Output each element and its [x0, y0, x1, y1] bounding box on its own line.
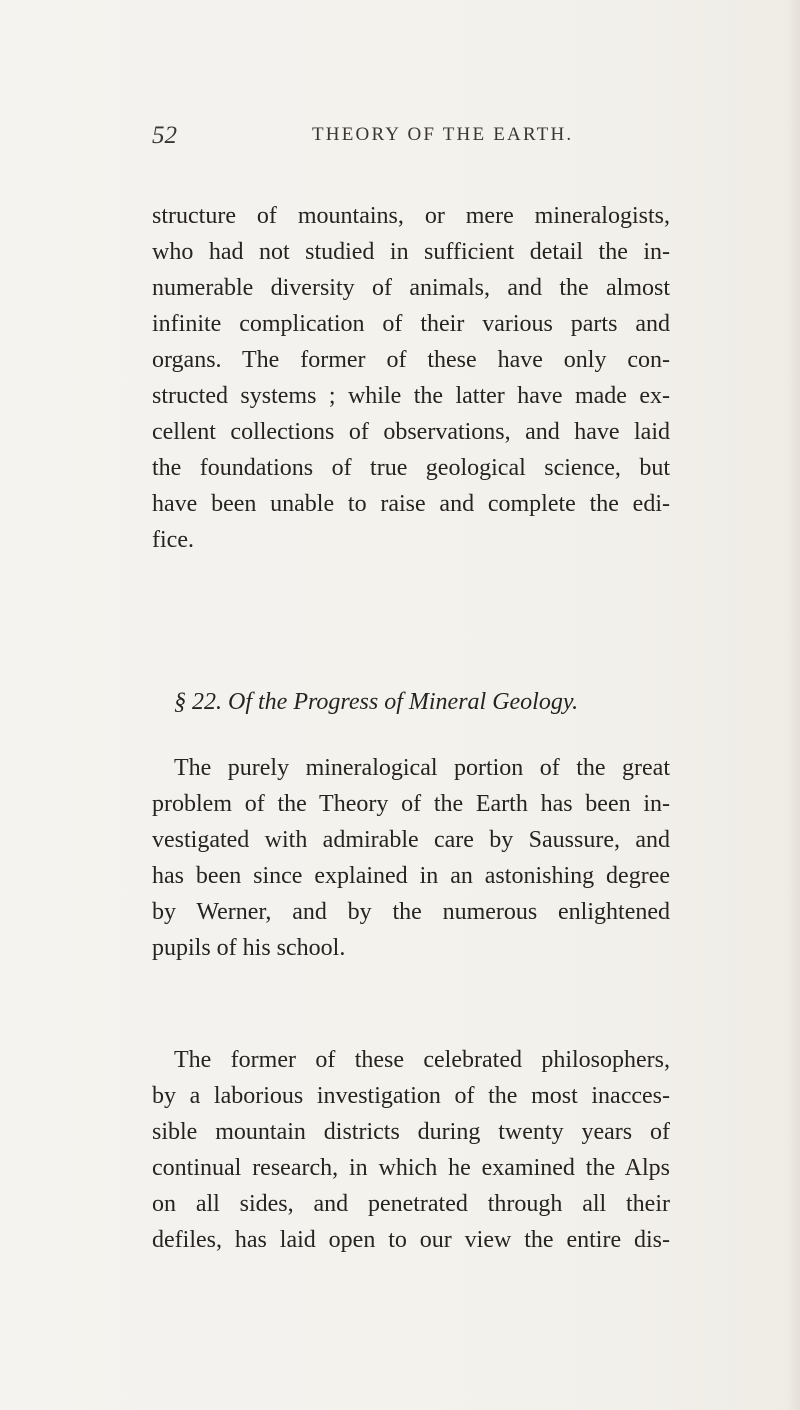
text-line: structure of mountains, or mere mineralogists, [152, 203, 670, 229]
section-number: § 22. [174, 689, 222, 715]
text-line: continual research, in which he examined the Alps [152, 1155, 670, 1181]
running-header [152, 122, 670, 158]
paragraph-continued [152, 198, 670, 558]
text-line: defiles, has laid open to our view the entire dis- [152, 1227, 670, 1253]
text-line: the foundations of true geological science, but [152, 455, 670, 481]
running-title: THEORY OF THE EARTH. [312, 124, 574, 145]
text-line: on all sides, and penetrated through all their [152, 1191, 670, 1217]
section-title: Of the Progress of Mineral Geology. [228, 689, 579, 715]
text-line: by Werner, and by the numerous enlightened [152, 899, 670, 925]
text-line: The purely mineralogical portion of the great [174, 755, 670, 781]
page-number: 52 [152, 122, 177, 149]
text-line: The former of these celebrated philosophers, [174, 1047, 670, 1073]
text-line: structed systems ; while the latter have made ex- [152, 383, 670, 409]
text-line: by a laborious investigation of the most inacces- [152, 1083, 670, 1109]
page-edge-shadow [786, 0, 800, 1410]
text-line: sible mountain districts during twenty years of [152, 1119, 670, 1145]
text-line: organs. The former of these have only con- [152, 347, 670, 373]
paragraph [152, 1042, 670, 1258]
text-line: infinite complication of their various parts and [152, 311, 670, 337]
text-line: have been unable to raise and complete the edi- [152, 491, 670, 517]
text-line: pupils of his school. [152, 935, 346, 961]
text-line: problem of the Theory of the Earth has been in- [152, 791, 670, 817]
section-heading [152, 684, 732, 720]
text-line: who had not studied in sufficient detail the in- [152, 239, 670, 265]
text-line: numerable diversity of animals, and the almost [152, 275, 670, 301]
text-line: has been since explained in an astonishing degree [152, 863, 670, 889]
text-line: fice. [152, 527, 194, 553]
paragraph [152, 750, 670, 966]
text-line: vestigated with admirable care by Saussure, and [152, 827, 670, 853]
text-line: cellent collections of observations, and have laid [152, 419, 670, 445]
